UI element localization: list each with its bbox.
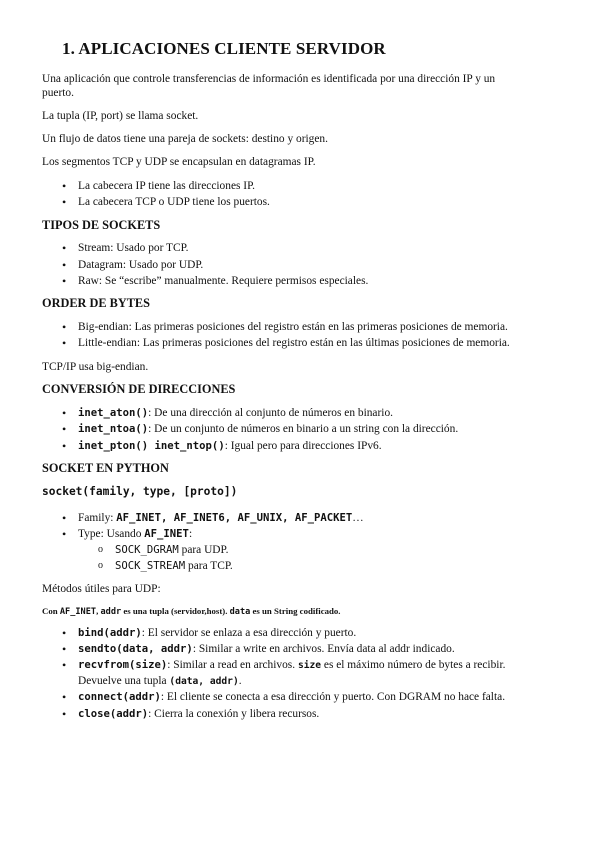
note-text: ,: [96, 606, 101, 616]
return-tuple: (data, addr): [169, 676, 239, 687]
function-description: : De una dirección al conjunto de números en binario.: [148, 407, 393, 419]
bullet-icon: •: [62, 195, 67, 209]
udp-methods-intro: Métodos útiles para UDP:: [42, 583, 161, 595]
method-description: : Similar a write en archivos. Envía data al addr indicado.: [192, 643, 455, 655]
page-title: 1. APLICACIONES CLIENTE SERVIDOR: [62, 39, 386, 58]
socket-definition: La tupla (IP, port) se llama socket.: [42, 110, 199, 122]
note-text: Con: [42, 606, 60, 616]
circle-bullet-icon: o: [98, 544, 103, 555]
intro-paragraph-line1: Una aplicación que controle transferencias de información es identificada por una dirección IP y un: [42, 73, 496, 85]
intro-paragraph-line2: puerto.: [42, 87, 74, 99]
method-description: .: [238, 675, 242, 687]
method-description: : El cliente se conecta a esa dirección y puerto. Con DGRAM no hace falta.: [160, 691, 506, 703]
method-description: es el máximo número de bytes a recibir.: [321, 659, 506, 671]
socket-signature: socket(family, type, [proto]): [42, 485, 238, 498]
function-name: inet_pton() inet_ntop(): [78, 440, 225, 452]
socket-type-name: SOCK_DGRAM: [115, 544, 179, 556]
data-flow-paragraph: Un flujo de datos tiene una pareja de sockets: destino y origen.: [42, 133, 328, 145]
bullet-icon: •: [62, 258, 67, 272]
family-values: AF_INET, AF_INET6, AF_UNIX, AF_PACKET: [116, 512, 353, 524]
method-description: : Cierra la conexión y libera recursos.: [148, 708, 320, 720]
list-item: Little-endian: Las primeras posiciones del registro están en las últimas posiciones de memoria.: [78, 337, 510, 349]
section-heading-conversion: CONVERSIÓN DE DIRECCIONES: [42, 382, 236, 396]
bullet-icon: •: [62, 241, 67, 255]
list-item: [78, 439, 382, 453]
method-name: connect(addr): [78, 691, 161, 703]
list-item: Stream: Usado por TCP.: [78, 242, 189, 254]
list-item: [78, 511, 364, 525]
list-item: La cabecera IP tiene las direcciones IP.: [78, 180, 255, 192]
bullet-icon: •: [62, 336, 67, 350]
circle-bullet-icon: o: [98, 560, 103, 571]
sub-list-item: [115, 559, 233, 573]
note-code: AF_INET: [59, 607, 97, 617]
method-description: : El servidor se enlaza a esa dirección y puerto.: [141, 627, 357, 639]
function-description: : De un conjunto de números en binario a un string con la dirección.: [148, 423, 459, 435]
function-name: inet_aton(): [78, 407, 149, 419]
method-description: : Similar a read en archivos.: [167, 659, 298, 671]
byte-order-note: TCP/IP usa big-endian.: [42, 361, 149, 373]
method-name: recvfrom(size): [78, 659, 168, 671]
list-item: [78, 422, 458, 436]
addr-note: [42, 604, 341, 619]
bullet-icon: •: [62, 179, 67, 193]
section-heading-tipos: TIPOS DE SOCKETS: [42, 218, 161, 232]
list-item: Big-endian: Las primeras posiciones del registro están en las primeras posiciones de memoria.: [78, 321, 508, 333]
note-code: data: [229, 607, 251, 617]
type-colon: :: [188, 528, 193, 540]
note-text: es un String codificado.: [250, 606, 341, 616]
bullet-icon: •: [62, 511, 67, 525]
bullet-icon: •: [62, 422, 67, 436]
sub-list-item: [115, 543, 228, 557]
list-item: Raw: Se “escribe” manualmente. Requiere permisos especiales.: [78, 275, 369, 287]
socket-type-name: SOCK_STREAM: [115, 560, 186, 572]
bullet-icon: •: [62, 658, 67, 672]
param-name: size: [297, 660, 322, 671]
note-text: es una tupla (servidor,host).: [121, 606, 230, 616]
bullet-icon: •: [62, 274, 67, 288]
family-label: Family:: [78, 512, 117, 524]
method-name: sendto(data, addr): [78, 643, 193, 655]
list-item: [78, 642, 455, 656]
socket-type-description: para TCP.: [185, 560, 233, 572]
method-description: Devuelve una tupla: [78, 675, 170, 687]
family-ellipsis: …: [352, 512, 364, 524]
bullet-icon: •: [62, 406, 67, 420]
list-item-continuation: [78, 674, 242, 689]
type-value: AF_INET: [144, 528, 189, 540]
bullet-icon: •: [62, 690, 67, 704]
list-item: [78, 527, 192, 541]
bullet-icon: •: [62, 439, 67, 453]
function-name: inet_ntoa(): [78, 423, 149, 435]
list-item: [78, 626, 356, 640]
list-item: [78, 658, 505, 673]
bullet-icon: •: [62, 626, 67, 640]
section-heading-python: SOCKET EN PYTHON: [42, 461, 169, 475]
bullet-icon: •: [62, 320, 67, 334]
section-heading-order: ORDER DE BYTES: [42, 296, 150, 310]
encapsulation-paragraph: Los segmentos TCP y UDP se encapsulan en datagramas IP.: [42, 156, 316, 168]
bullet-icon: •: [62, 527, 67, 541]
function-description: : Igual pero para direcciones IPv6.: [224, 440, 382, 452]
method-name: bind(addr): [78, 627, 142, 639]
type-label: Type: Usando: [78, 528, 145, 540]
list-item: Datagram: Usado por UDP.: [78, 259, 204, 271]
socket-type-description: para UDP.: [178, 544, 229, 556]
list-item: La cabecera TCP o UDP tiene los puertos.: [78, 196, 270, 208]
method-name: close(addr): [78, 708, 149, 720]
list-item: [78, 406, 393, 420]
list-item: [78, 707, 319, 721]
bullet-icon: •: [62, 642, 67, 656]
bullet-icon: •: [62, 707, 67, 721]
list-item: [78, 690, 505, 704]
note-code: addr: [100, 607, 122, 617]
